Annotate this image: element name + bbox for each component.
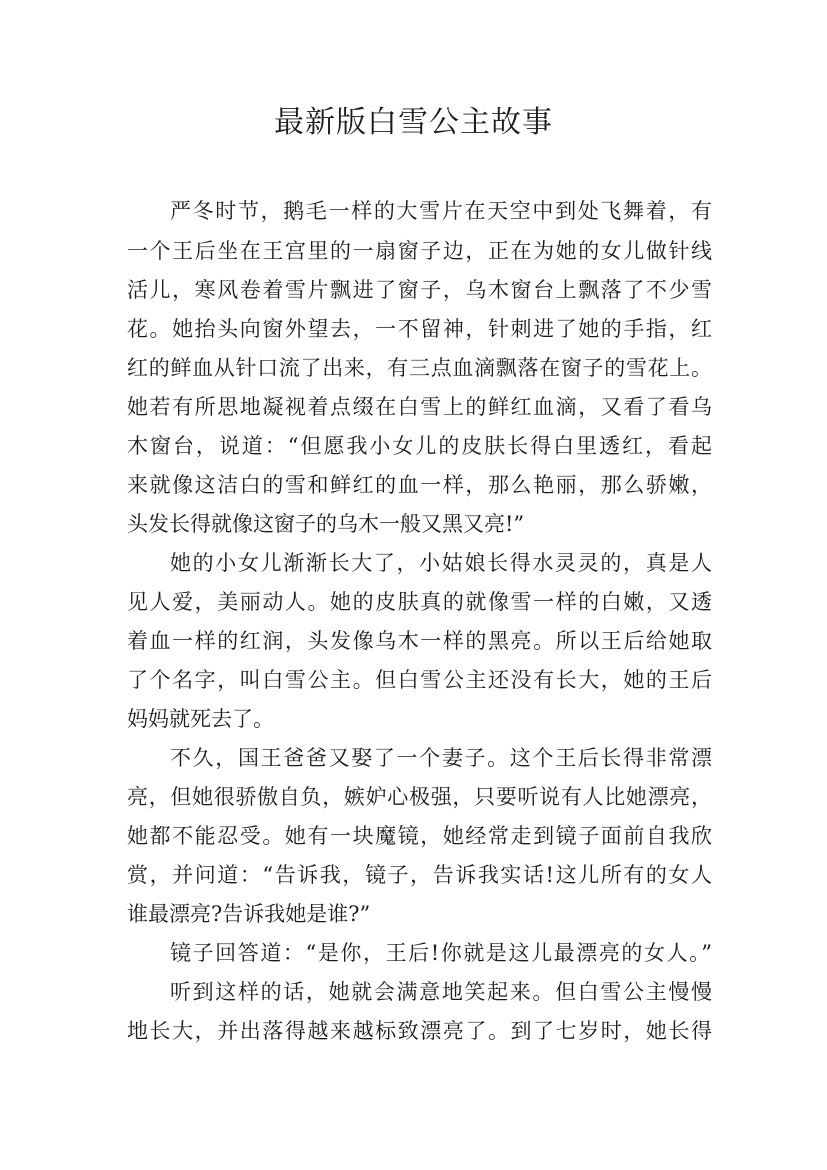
paragraph-line: 地长大，并出落得越来越标致漂亮了。到了七岁时，她长得 xyxy=(127,1019,712,1043)
paragraph-line: 着血一样的红润，头发像乌木一样的黑亮。所以王后给她取 xyxy=(127,629,712,653)
paragraph-line: 她若有所思地凝视着点缀在白雪上的鲜红血滴，又看了看乌 xyxy=(127,395,712,419)
paragraph-line: 了个名字，叫白雪公主。但白雪公主还没有长大，她的王后 xyxy=(127,668,712,692)
paragraph-line: 不久，国王爸爸又娶了一个妻子。这个王后长得非常漂 xyxy=(170,746,712,770)
paragraph-line: 谁最漂亮?告诉我她是谁?” xyxy=(127,902,371,926)
paragraph-line: 木窗台，说道：“但愿我小女儿的皮肤长得白里透红，看起 xyxy=(127,434,712,458)
paragraph-line: 头发长得就像这窗子的乌木一般又黑又亮!” xyxy=(127,512,525,536)
paragraph-line: 来就像这洁白的雪和鲜红的血一样，那么艳丽，那么骄嫩， xyxy=(127,473,712,497)
paragraph-line: 她的小女儿渐渐长大了，小姑娘长得水灵灵的，真是人 xyxy=(170,551,712,575)
paragraph-line: 花。她抬头向窗外望去，一不留神，针刺进了她的手指，红 xyxy=(127,317,712,341)
paragraph-line: 镜子回答道：“是你，王后!你就是这儿最漂亮的女人。” xyxy=(170,941,712,965)
paragraph-line: 严冬时节，鹅毛一样的大雪片在天空中到处飞舞着，有 xyxy=(170,199,712,223)
paragraph-line: 她都不能忍受。她有一块魔镜，她经常走到镜子面前自我欣 xyxy=(127,824,712,848)
paragraph-line: 红的鲜血从针口流了出来，有三点血滴飘落在窗子的雪花上。 xyxy=(127,356,712,380)
paragraph-line: 赏，并问道：“告诉我，镜子，告诉我实话!这儿所有的女人 xyxy=(127,863,712,887)
paragraph-line: 一个王后坐在王宫里的一扇窗子边，正在为她的女儿做针线 xyxy=(127,239,712,263)
paragraph-line: 亮，但她很骄傲自负，嫉妒心极强，只要听说有人比她漂亮， xyxy=(127,785,712,809)
paragraph-line: 活儿，寒风卷着雪片飘进了窗子，乌木窗台上飘落了不少雪 xyxy=(127,278,712,302)
document-title: 最新版白雪公主故事 xyxy=(274,105,553,140)
paragraph-line: 妈妈就死去了。 xyxy=(127,707,274,731)
paragraph-line: 听到这样的话，她就会满意地笑起来。但白雪公主慢慢 xyxy=(170,980,712,1004)
paragraph-line: 见人爱，美丽动人。她的皮肤真的就像雪一样的白嫩，又透 xyxy=(127,590,712,614)
